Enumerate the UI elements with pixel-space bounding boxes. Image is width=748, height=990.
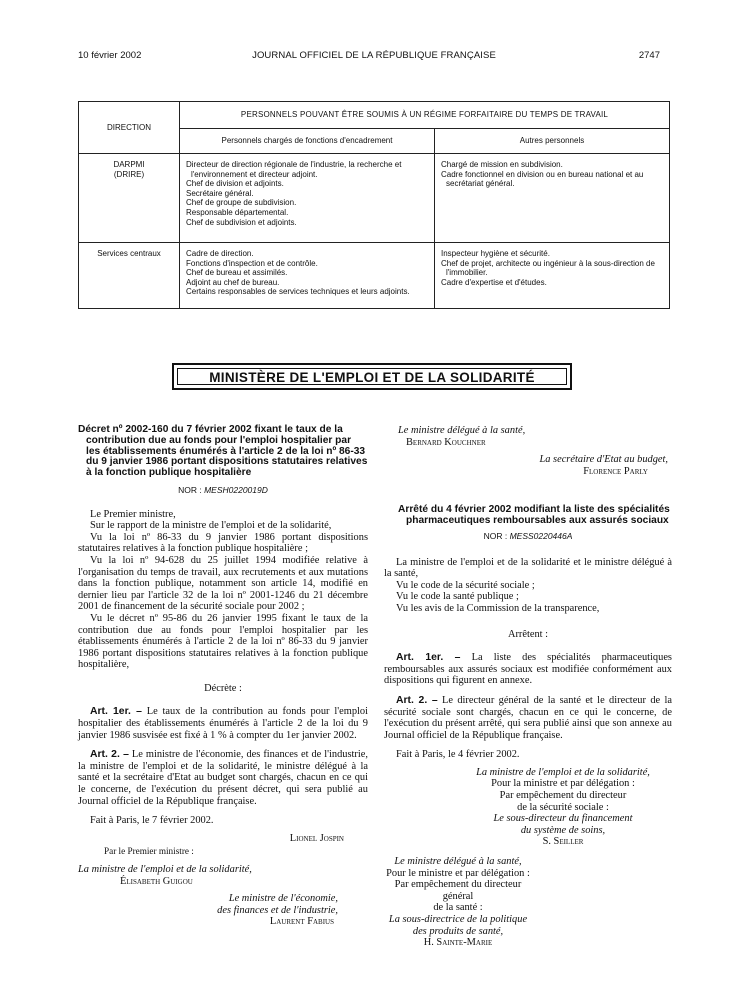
list-item: Chef de projet, architecte ou ingénieur à la sous-direction de l'immobilier. — [441, 258, 655, 278]
signature-line: Par empêchement du directeur général — [394, 879, 522, 902]
signature-line: du système de soins, — [520, 824, 606, 836]
arrete-column — [384, 425, 672, 949]
signature-eco-title: Le ministre de l'économie, — [228, 893, 338, 905]
article-label: Art. 1er. – — [396, 652, 461, 664]
signature-line: La sous-directrice de la politique — [388, 914, 528, 925]
signature-line: Pour la ministre et par délégation : — [491, 778, 635, 790]
table-row — [79, 243, 670, 309]
signature-block-1 — [384, 767, 672, 848]
decree-para: Vu la loi nº 94-628 du 25 juillet 1994 modifiée relative à l'organisation du temps de travail, aux recrutements et aux mutations dans la fonction publique, notamment son article 14, modifié en dernier lieu par l'article 32 de la loi nº 2001-1246 du 21 décembre 2001 de financement de la sécurité sociale pour 2002 ; — [78, 554, 368, 613]
article-label: Art. 2. – — [90, 749, 129, 761]
signature-par-pm: Par le Premier ministre : — [104, 846, 194, 857]
decree-article-1 — [78, 706, 368, 741]
signature-line: La ministre de l'emploi et de la solidarité, — [476, 766, 650, 778]
article-text: Le ministre de l'économie, des finances et de l'industrie, la ministre de l'emploi et de la solidarité, le ministre délégué à la santé et la secrétaire d'Etat au budget sont chargés, chacun en ce qui le concerne, de l'exécution du présent décret, qui sera publié au Journal officiel de la République française. — [78, 749, 368, 807]
decree-para: Vu le décret nº 95-86 du 26 janvier 1995 fixant le taux de la contribution due au fonds pour l'emploi hospitalier par les établissements énumérés à l'article 2 de la loi nº 86-33 du 9 janvier 1986 portant dispositions statutaires relatives à la fonction publique hospitalière, — [78, 612, 368, 671]
list-item: Cadre fonctionnel en division ou en bureau national et au secrétariat général. — [441, 169, 644, 189]
list-item: Certains responsables de services techniques et leurs adjoints. — [186, 287, 410, 297]
signature-line: Pour le ministre et par délégation : — [386, 867, 530, 879]
arrete-para: Vu le code de la sécurité sociale ; — [396, 579, 535, 591]
regime-table — [78, 101, 670, 309]
list-item: Cadre de direction. — [186, 249, 254, 258]
arrete-article-1 — [384, 652, 672, 687]
table-cell-direction — [79, 243, 180, 309]
decree-decrete: Décrète : — [204, 682, 242, 694]
decree-para: Le Premier ministre, — [90, 508, 176, 520]
table-cell-encadrement — [180, 243, 435, 309]
decree-para: Sur le rapport de la ministre de l'emploi et de la solidarité, — [90, 520, 332, 532]
signature-pm: Lionel Jospin — [289, 832, 344, 844]
signature-line: des produits de santé, — [412, 925, 504, 937]
signature-ministre-title: La ministre de l'emploi et de la solidarité, — [78, 864, 252, 876]
arrete-title: Arrêté du 4 février 2002 modifiant la liste des spécialités pharmaceutiques remboursables aux assurés sociaux — [398, 504, 670, 527]
arrete-article-2 — [384, 695, 672, 741]
signature-sante-title: Le ministre délégué à la santé, — [398, 425, 526, 436]
article-text: Le directeur général de la santé et le directeur de la sécurité sociale sont chargés, chacun en ce qui le concerne, de l'exécution du présent arrêté, qui sera publié ainsi que son annexe au Journal officiel de la République française. — [384, 694, 672, 741]
decree-fait: Fait à Paris, le 7 février 2002. — [90, 815, 214, 827]
article-text: Le taux de la contribution au fonds pour l'emploi hospitalier des établissements énumérés à l'article 2 de la loi du 9 janvier 1986 susvisée est fixé à 1 % à compter du 1er janvier 2002. — [78, 706, 368, 741]
direction-name: DARPMI (DRIRE) — [113, 160, 145, 179]
signature-block-2 — [384, 856, 672, 949]
signature-eco-name: Laurent Fabius — [269, 916, 334, 928]
decree-title: Décret nº 2002-160 du 7 février 2002 fixant le taux de la contribution due au fonds pour l'emploi hospitalier par les établissements énumérés à l'article 2 de la loi nº 86-33 du 9 janvier 1986 portant dispositions statutaires relatives à la fonction publique hospitalière — [78, 424, 368, 479]
nor-label: NOR : — [483, 530, 508, 541]
arrete-fait: Fait à Paris, le 4 février 2002. — [396, 749, 520, 761]
table-row — [79, 154, 670, 243]
header-page-number: 2747 — [638, 50, 660, 61]
list-item: Cadre d'expertise et d'études. — [441, 277, 547, 287]
decree-article-2 — [78, 749, 368, 807]
signature-eco-title-2: des finances et de l'industrie, — [217, 904, 338, 916]
list-item: Chargé de mission en subdivision. — [441, 160, 563, 169]
arrete-para: Vu les avis de la Commission de la transparence, — [396, 602, 600, 614]
list-item: Inspecteur hygiène et sécurité. — [441, 249, 550, 258]
signature-budget-name: Florence Parly — [583, 465, 648, 477]
signature-name: S. Seiller — [542, 836, 584, 848]
list-item: Adjoint au chef de bureau. — [186, 277, 280, 287]
ministry-title: MINISTÈRE DE L'EMPLOI ET DE LA SOLIDARITÉ — [177, 368, 567, 385]
table-header-group: PERSONNELS POUVANT ÊTRE SOUMIS À UN RÉGIME FORFAITAIRE DU TEMPS DE TRAVAIL — [180, 102, 670, 129]
table-header-autres: Autres personnels — [435, 129, 670, 154]
signature-line: de la santé : — [433, 902, 483, 914]
decree-column — [78, 425, 368, 928]
list-item: Chef de bureau et assimilés. — [186, 268, 288, 278]
arrete-nor — [384, 531, 672, 543]
signature-line: Le ministre délégué à la santé, — [394, 856, 522, 868]
table-cell-direction — [79, 154, 180, 243]
signature-line: de la sécurité sociale : — [517, 801, 609, 813]
list-item: Chef de division et adjoints. — [186, 179, 284, 189]
decree-para: Vu la loi nº 86-33 du 9 janvier 1986 portant dispositions statutaires relatives à la fonction publique hospitalière ; — [78, 531, 368, 555]
decree-nor — [78, 485, 368, 497]
article-label: Art. 1er. – — [90, 706, 142, 718]
list-item: Chef de groupe de subdivision. — [186, 198, 297, 208]
arrete-para: La ministre de l'emploi et de la solidarité et le ministre délégué à la santé, — [384, 556, 672, 580]
signature-name: H. Sainte-Marie — [423, 937, 493, 949]
table-header-encadrement: Personnels chargés de fonctions d'encadrement — [180, 129, 435, 154]
list-item: Chef de subdivision et adjoints. — [186, 217, 297, 227]
list-item: Secrétaire général. — [186, 188, 254, 198]
signature-budget-title: La secrétaire d'Etat au budget, — [539, 454, 668, 466]
list-item: Directeur de direction régionale de l'industrie, la recherche et l'environnement et directeur adjoint. — [186, 160, 402, 179]
nor-label: NOR : — [178, 484, 202, 495]
signature-sante-name: Bernard Kouchner — [406, 436, 486, 448]
arrete-arretent: Arrêtent : — [507, 628, 549, 640]
table-cell-encadrement — [180, 154, 435, 243]
direction-name: Services centraux — [97, 249, 161, 258]
table-cell-autres — [435, 243, 670, 309]
signature-line: Par empêchement du directeur — [499, 790, 627, 802]
nor-code: MESS0220446A — [509, 530, 573, 541]
nor-code: MESH0220019D — [204, 484, 268, 495]
arrete-para: Vu le code la santé publique ; — [396, 591, 519, 603]
ministry-banner — [172, 363, 572, 390]
signature-ministre-name: Élisabeth Guigou — [120, 875, 193, 887]
article-label: Art. 2. – — [396, 694, 438, 706]
header-journal-title: JOURNAL OFFICIEL DE LA RÉPUBLIQUE FRANÇAISE — [252, 50, 496, 61]
header-date: 10 février 2002 — [78, 50, 142, 61]
table-header-direction: DIRECTION — [79, 102, 180, 154]
article-text: La liste des spécialités pharmaceutiques remboursables aux assurés sociaux est modifiée conformément aux dispositions qui figurent en annexe. — [384, 652, 672, 687]
list-item: Responsable départemental. — [186, 207, 289, 217]
table-cell-autres — [435, 154, 670, 243]
signature-line: Le sous-directeur du financement — [493, 813, 633, 825]
list-item: Fonctions d'inspection et de contrôle. — [186, 258, 318, 268]
